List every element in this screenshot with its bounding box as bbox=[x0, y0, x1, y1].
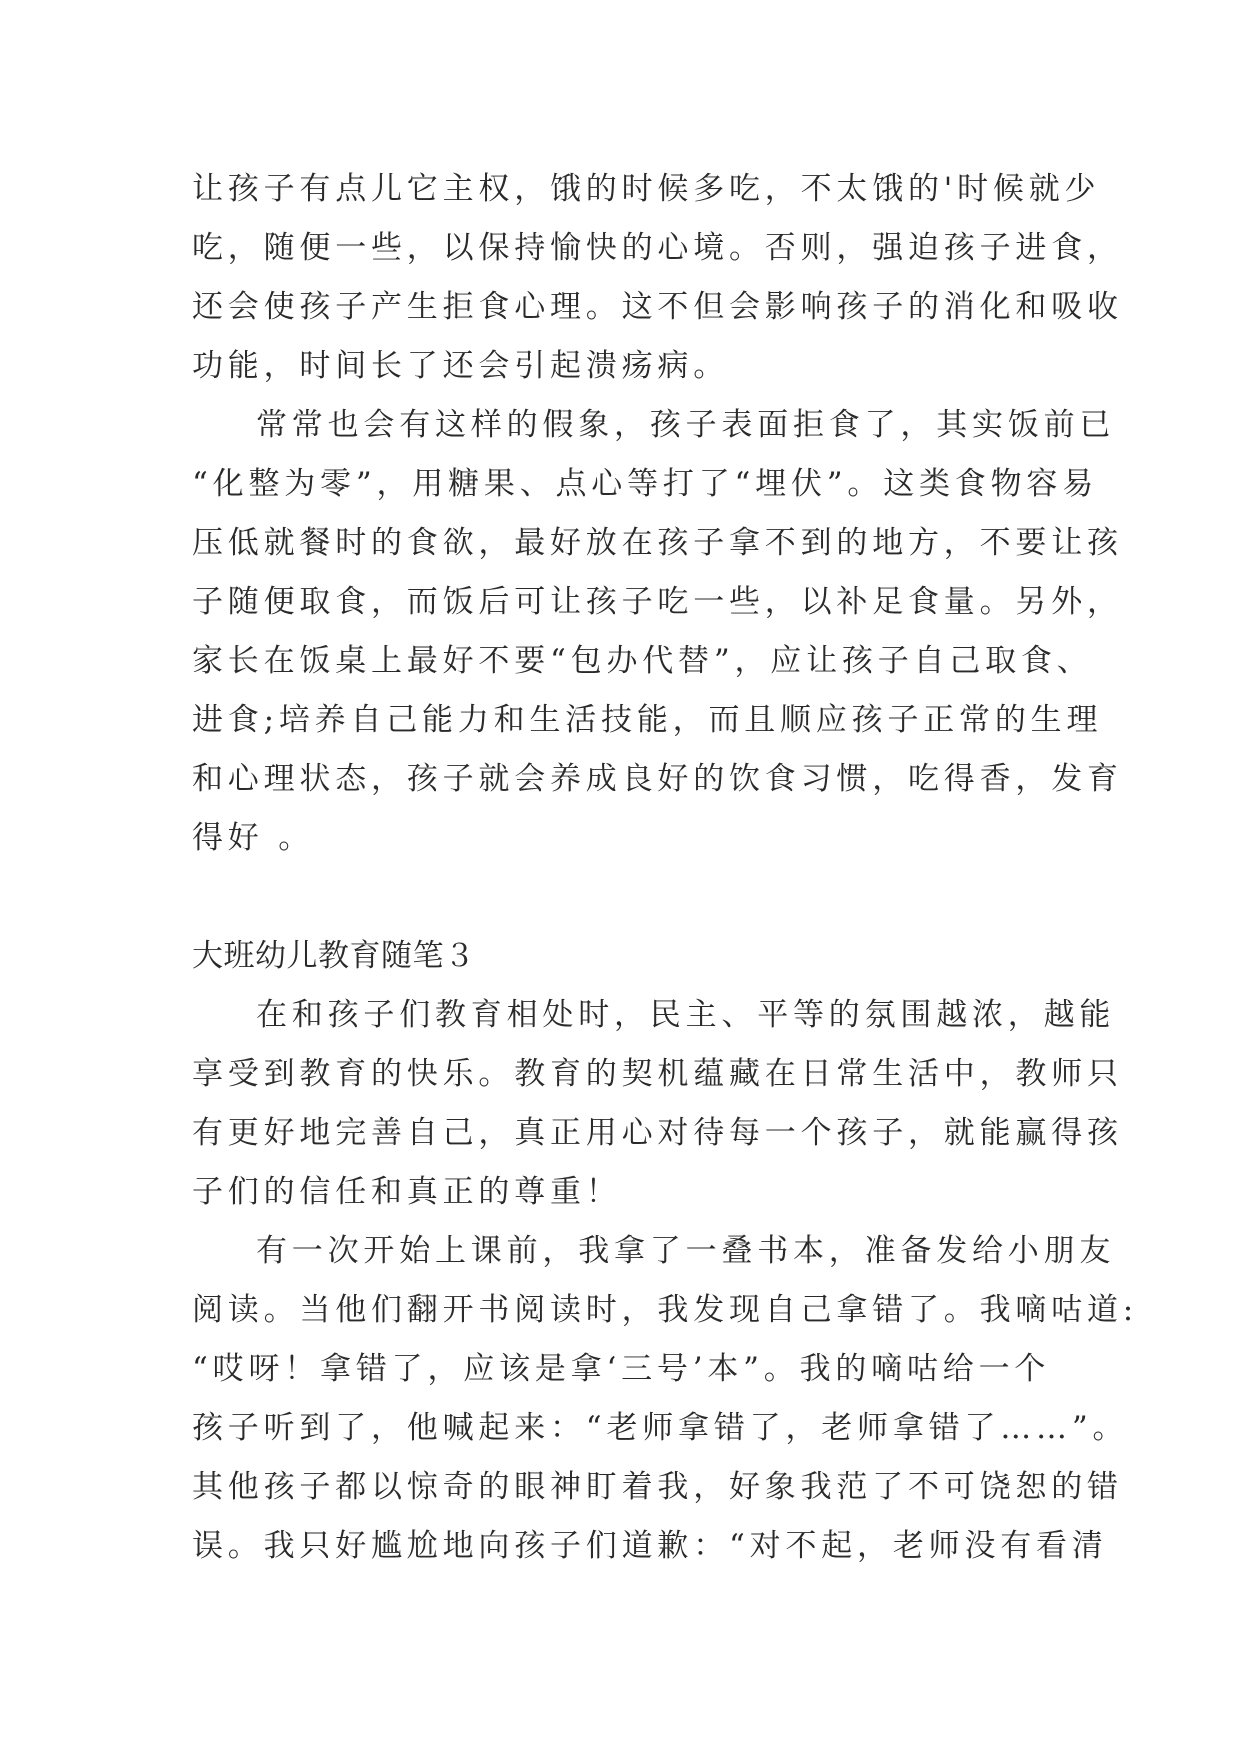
text-line: 在和孩子们教育相处时，民主、平等的氛围越浓，越能 bbox=[256, 997, 1116, 1033]
section-heading: 大班幼儿教育随笔３ bbox=[192, 938, 476, 974]
text-line: 得好 。 bbox=[192, 820, 315, 856]
paragraph-3 bbox=[192, 986, 1123, 1222]
text-line: 有更好地完善自己，真正用心对待每一个孩子，就能赢得孩 bbox=[192, 1115, 1123, 1151]
text-line: 和心理状态，孩子就会养成良好的饮食习惯，吃得香，发育 bbox=[192, 761, 1123, 797]
text-line: 常常也会有这样的假象，孩子表面拒食了，其实饭前已 bbox=[256, 407, 1116, 443]
text-line: 压低就餐时的食欲，最好放在孩子拿不到的地方，不要让孩 bbox=[192, 525, 1123, 561]
text-line: 功能，时间长了还会引起溃疡病。 bbox=[192, 348, 729, 384]
document-page bbox=[192, 160, 1139, 1576]
text-line: 还会使孩子产生拒食心理。这不但会影响孩子的消化和吸收 bbox=[192, 289, 1123, 325]
text-line: 误。我只好尴尬地向孩子们道歉：“对不起，老师没有看清 bbox=[192, 1528, 1108, 1564]
text-line: 子随便取食，而饭后可让孩子吃一些，以补足食量。另外， bbox=[192, 584, 1123, 620]
text-line: 吃，随便一些，以保持愉快的心境。否则，强迫孩子进食， bbox=[192, 230, 1123, 266]
text-line: “哎呀！拿错了，应该是拿‘三号’本”。我的嘀咕给一个 bbox=[192, 1351, 1051, 1387]
text-line: 其他孩子都以惊奇的眼神盯着我，好象我范了不可饶恕的错 bbox=[192, 1469, 1123, 1505]
text-line: 进食;培养自己能力和生活技能，而且顺应孩子正常的生理 bbox=[192, 702, 1103, 738]
section-spacer bbox=[192, 868, 1072, 927]
text-line: 阅读。当他们翻开书阅读时，我发现自己拿错了。我嘀咕道: bbox=[192, 1292, 1139, 1328]
text-line: 孩子听到了，他喊起来：“老师拿错了，老师拿错了……”。 bbox=[192, 1410, 1129, 1446]
text-line: 子们的信任和真正的尊重！ bbox=[192, 1174, 622, 1210]
paragraph-2 bbox=[192, 396, 1123, 868]
text-line: 家长在饭桌上最好不要“包办代替”，应让孩子自己取食、 bbox=[192, 643, 1093, 679]
text-line: 有一次开始上课前，我拿了一叠书本，准备发给小朋友 bbox=[256, 1233, 1116, 1269]
paragraph-4 bbox=[192, 1222, 1139, 1576]
text-line: 让孩子有点儿它主权，饿的时候多吃，不太饿的'时候就少 bbox=[192, 171, 1101, 207]
paragraph-1 bbox=[192, 160, 1123, 396]
text-line: “化整为零”，用糖果、点心等打了“埋伏”。这类食物容易 bbox=[192, 466, 1098, 502]
text-line: 享受到教育的快乐。教育的契机蕴藏在日常生活中，教师只 bbox=[192, 1056, 1123, 1092]
